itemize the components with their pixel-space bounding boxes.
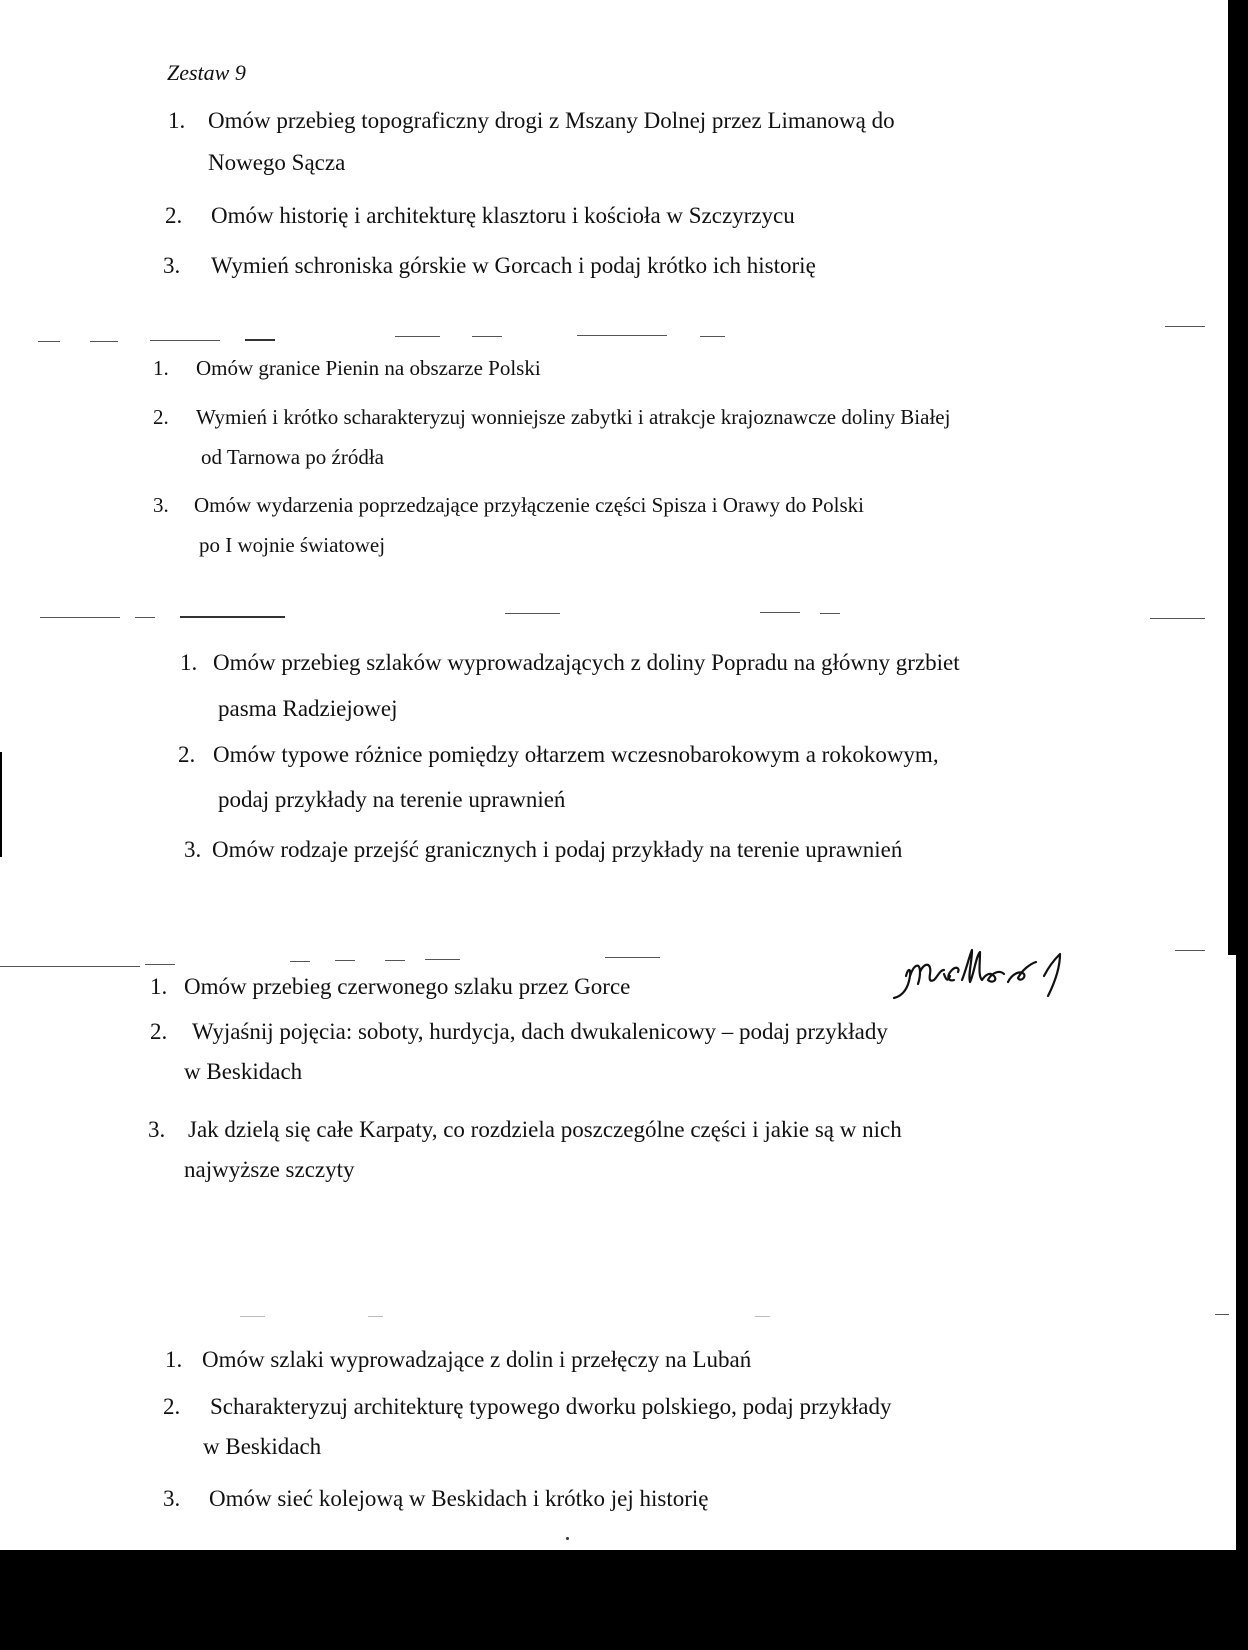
cut-line-dash	[368, 1316, 383, 1317]
cut-line-dash	[1165, 326, 1205, 327]
question-text-cont: podaj przykłady na terenie uprawnień	[218, 787, 566, 812]
cut-line-dash	[1175, 950, 1205, 951]
question-text: Omów typowe różnice pomiędzy ołtarzem wczesnobarokowym a rokokowym,	[213, 742, 939, 767]
question-number: 2.	[163, 1394, 181, 1419]
question-number: 1.	[153, 356, 169, 380]
question-number: 3.	[163, 253, 181, 278]
question-text: Omów granice Pienin na obszarze Polski	[196, 356, 541, 380]
question-text: Scharakteryzuj architekturę typowego dworku polskiego, podaj przykłady	[210, 1394, 892, 1419]
cut-line-dash	[760, 612, 800, 613]
question-text: Omów wydarzenia poprzedzające przyłączenie części Spisza i Orawy do Polski	[194, 493, 864, 517]
scan-edge-right	[1228, 0, 1236, 955]
cut-line-dash	[150, 340, 220, 341]
question-text-cont: w Beskidach	[184, 1059, 303, 1084]
question-number: 3.	[148, 1117, 166, 1142]
cut-line-dash	[135, 617, 155, 618]
cut-line-dash	[335, 960, 355, 961]
cut-line-dash	[605, 957, 660, 958]
scan-edge-left	[0, 752, 2, 857]
set-title: Zestaw 9	[167, 60, 246, 85]
cut-line-dash	[180, 616, 285, 618]
cut-line-dash	[38, 341, 60, 342]
question-text: Wymień i krótko scharakteryzuj wonniejsze zabytki i atrakcje krajoznawcze doliny Białej	[196, 405, 951, 429]
question-text: Jak dzielą się całe Karpaty, co rozdziela poszczególne części i jakie są w nich	[188, 1117, 902, 1142]
question-number: 2.	[153, 405, 169, 429]
question-number: 1.	[165, 1347, 183, 1372]
question-text: Wyjaśnij pojęcia: soboty, hurdycja, dach dwukalenicowy – podaj przykłady	[192, 1019, 888, 1044]
cut-line-dash	[395, 336, 440, 337]
cut-line-dash	[240, 1316, 265, 1317]
question-text-cont: najwyższe szczyty	[184, 1157, 355, 1182]
question-number: 1.	[168, 108, 186, 133]
question-text-cont: w Beskidach	[203, 1434, 322, 1459]
question-number: 2.	[150, 1019, 168, 1044]
question-text: Omów historię i architekturę klasztoru i kościoła w Szczyrzycu	[211, 203, 795, 228]
cut-line-dash	[755, 1316, 770, 1317]
question-text: Omów przebieg szlaków wyprowadzających z doliny Popradu na główny grzbiet	[213, 650, 960, 675]
cut-line-dash	[700, 336, 725, 337]
cut-line-dash	[425, 959, 460, 960]
scan-speck	[566, 1537, 569, 1540]
handwritten-signature	[888, 946, 1078, 1004]
cut-line-dash	[820, 613, 840, 614]
question-number: 2.	[178, 742, 196, 767]
cut-line-dash	[0, 966, 140, 967]
question-text: Omów szlaki wyprowadzające z dolin i przełęczy na Lubań	[202, 1347, 752, 1372]
question-number: 3.	[184, 837, 202, 862]
question-text-cont: po I wojnie światowej	[199, 533, 386, 557]
question-number: 1.	[150, 974, 168, 999]
cut-line-dash	[90, 341, 118, 342]
cut-line-dash	[1150, 618, 1205, 619]
question-text: Wymień schroniska górskie w Gorcach i podaj krótko ich historię	[211, 253, 816, 278]
question-text-cont: Nowego Sącza	[208, 150, 346, 175]
cut-line-dash	[290, 961, 310, 962]
cut-line-dash	[40, 617, 120, 618]
cut-line-dash	[245, 339, 275, 341]
question-number: 3.	[163, 1486, 181, 1511]
question-number: 3.	[153, 493, 169, 517]
question-text-cont: od Tarnowa po źródła	[201, 445, 385, 469]
cut-line-dash	[505, 613, 560, 614]
question-text: Omów przebieg topograficzny drogi z Mszany Dolnej przez Limanową do	[208, 108, 895, 133]
cut-line-dash	[472, 336, 502, 337]
question-number: 1.	[180, 650, 198, 675]
cut-line-dash	[1215, 1314, 1229, 1315]
question-text-cont: pasma Radziejowej	[218, 696, 398, 721]
cut-line-dash	[145, 964, 175, 965]
question-text: Omów przebieg czerwonego szlaku przez Gorce	[184, 974, 631, 999]
question-number: 2.	[165, 203, 183, 228]
question-text: Omów rodzaje przejść granicznych i podaj przykłady na terenie uprawnień	[212, 837, 903, 862]
cut-line-dash	[385, 960, 405, 961]
cut-line-dash	[577, 335, 667, 336]
question-text: Omów sieć kolejową w Beskidach i krótko jej historię	[209, 1486, 709, 1511]
